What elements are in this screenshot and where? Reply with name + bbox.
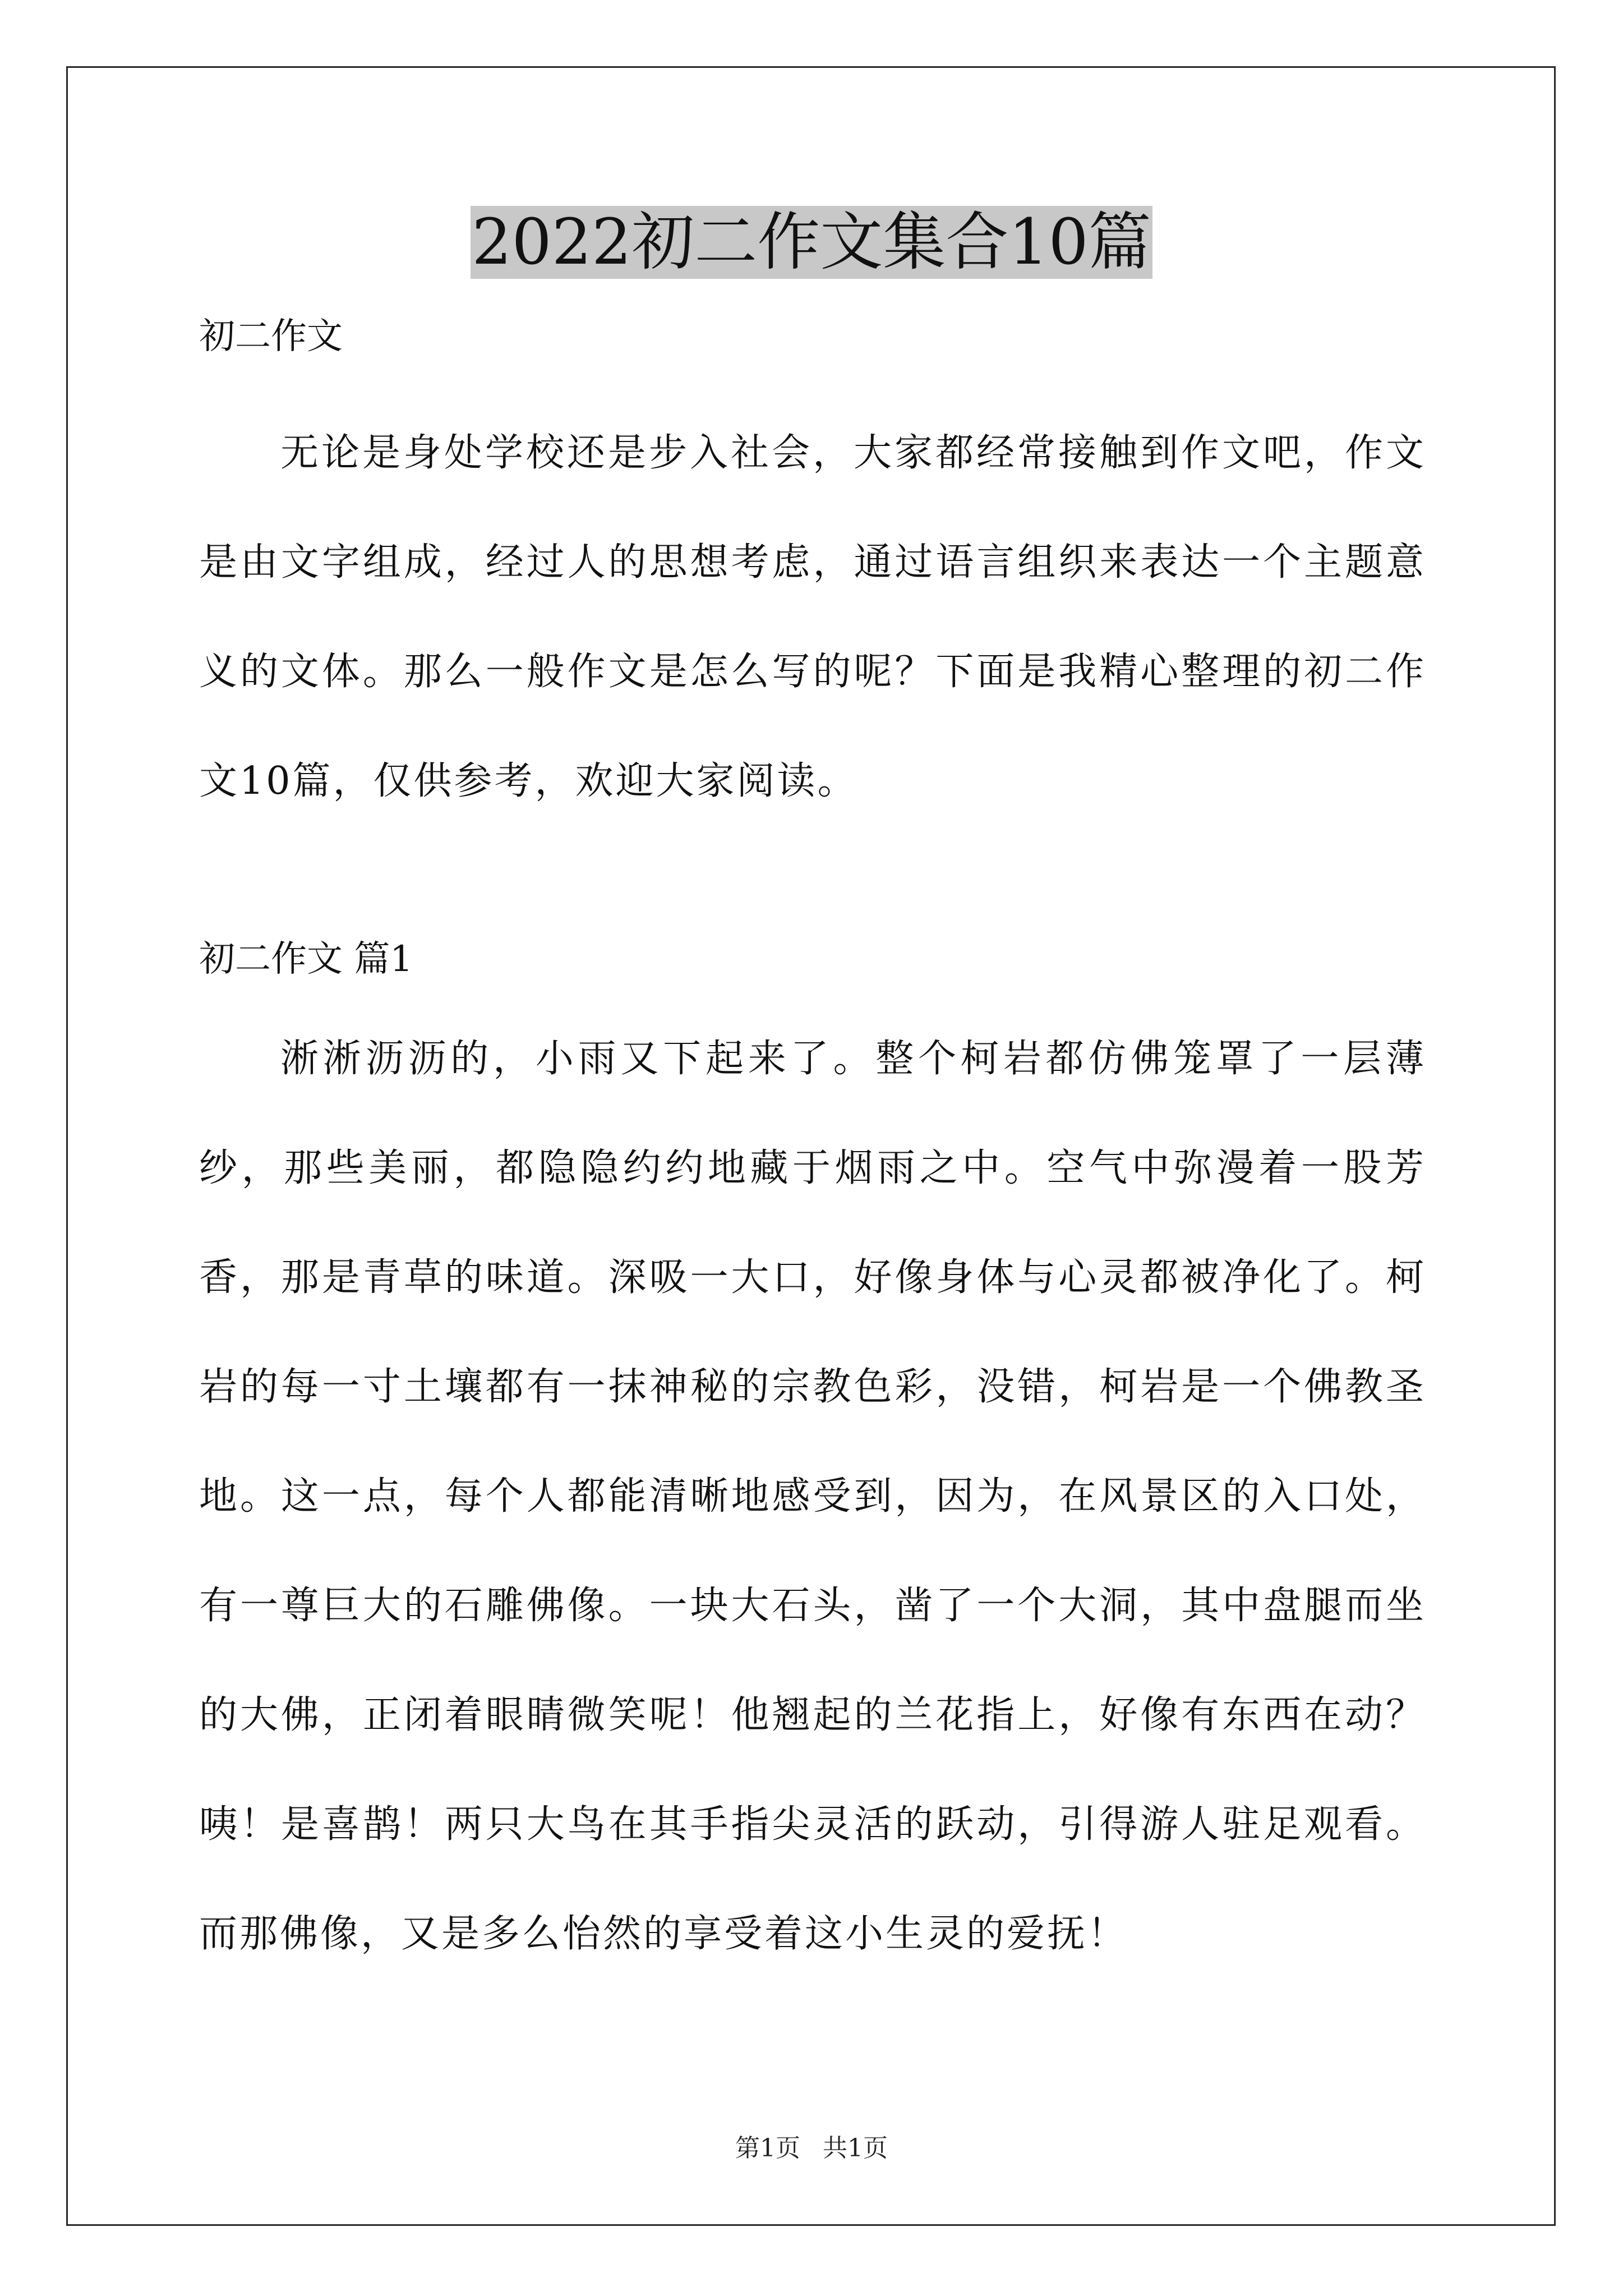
document-body	[199, 309, 1426, 1989]
spacer	[199, 987, 1426, 1004]
section-label: 初二作文	[199, 316, 343, 357]
intro-paragraph: 无论是身处学校还是步入社会，大家都经常接触到作文吧，作文是由文字组成，经过人的思想考虑，通过语言组织来表达一个主题意义的文体。那么一般作文是怎么写的呢？下面是我精心整理的初二作文10篇，仅供参考，欢迎大家阅读。	[199, 431, 1426, 803]
spacer	[199, 365, 1426, 398]
essay-1-label: 初二作文 篇1	[199, 938, 413, 980]
document-title: 2022初二作文集合10篇	[472, 206, 1151, 279]
spacer	[199, 836, 1426, 931]
document-title-block	[0, 203, 1623, 282]
page-footer	[0, 2132, 1623, 2165]
essay-1-paragraph: 淅淅沥沥的，小雨又下起来了。整个柯岩都仿佛笼罩了一层薄纱，那些美丽，都隐隐约约地藏于烟雨之中。空气中弥漫着一股芳香，那是青草的味道。深吸一大口，好像身体与心灵都被净化了。柯岩的每一寸土壤都有一抹神秘的宗教色彩，没错，柯岩是一个佛教圣地。这一点，每个人都能清晰地感受到，因为，在风景区的入口处，有一尊巨大的石雕佛像。一块大石头，凿了一个大洞，其中盘腿而坐的大佛，正闭着眼睛微笑呢！他翘起的兰花指上，好像有东西在动？咦！是喜鹊！两只大鸟在其手指尖灵活的跃动，引得游人驻足观看。而那佛像，又是多么怡然的享受着这小生灵的爱抚！	[199, 1037, 1426, 1956]
page-total: 共1页	[823, 2134, 888, 2162]
page-number: 第1页	[735, 2134, 800, 2162]
